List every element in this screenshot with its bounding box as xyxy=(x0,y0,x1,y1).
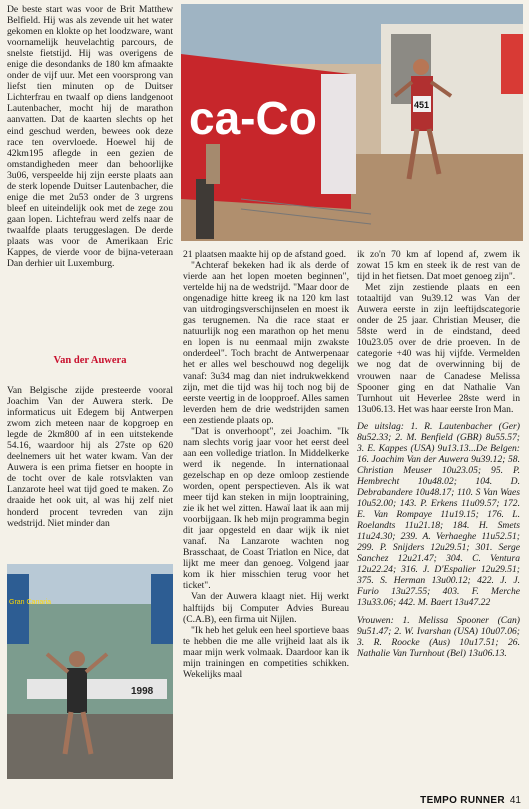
paragraph-belgian: Van Belgische zijde presteerde vooral Joachim Van der Auwera sterk. De informaticus uit Edegem bij Antwerpen zwom zich meteen naar de kopgroep en legde de 2km800 af in een uitstekende 54.16, waardoor hij als 27ste op 620 deelnemers uit het water kwam. Van der Auwera is een prima fietser en hoopte in de tocht over de kale rotsvlakten van Lanzarote heel wat tijd goed te maken. Zo draaide het ook uit, al was hij zelf niet honderd procent tevreden van zijn wedstrijd. Niet minder dan xyxy=(7,385,173,529)
paragraph-col2-3: "Dat is onverhoopt", zei Joachim. "Ik nam slechts vorig jaar voor het eerst deel aan een volledige triatlon. In Middelkerke werd ik negende. In internationaal gezelschap en op deze omloop zestiende worden, opent perspectieven. Als ik wat meer tijd kan steken in mijn looptraining, zie ik het wel zitten. Hawaï laat ik aan mij voorbijgaan. Ik heb mijn programma begin dit jaar opgesteld en daar wijk ik niet vanaf. Na Lanzarote wachten nog Brasschaat, de Coast Triatlon en Nice, dat lijkt me meer dan genoeg. Volgend jaar kom ik hier misschien terug voor het ticket". xyxy=(183,425,349,592)
page-number: 41 xyxy=(509,795,521,806)
article-column-1-bottom xyxy=(7,385,173,529)
section-heading: Van der Auwera xyxy=(53,355,127,366)
paragraph-intro: De beste start was voor de Brit Matthew Belfield. Hij was als zevende uit het water gekomen en klokte op het loodzware, want voornamelijk heuvelachtig parcours, de snelste fietstijd. Hij was overigens de enige die desondanks de 180 km afmaakte onder de vijf uur. Met een voorsprong van liefst tien minuten op de Duitser Lichterfrau en twaalf op diens landgenoot Lautenbacher, mocht hij de marathon aanvatten. Dat de kaarten slechts op het eind geschud werden, bewees ook deze race ten overvloede. Hoewel hij de 42km195 aflegde in een gezien de omstandigheden meer dan behoorlijke 3u06, verspeelde hij zijn eerste plaats aan de sterk lopende Duitser Lautenbacher, die enige die met 2u53 onder de 3 urgrens bleef en uiteindelijk ook met de zege zou gaan lopen. Lichtefrau werd zelfs naar de twaalfde plaats teruggeslagen. De derde plaats was voor de Amerikaan Eric Kappes, de vierde voor de bijna-veteraan Dan derhier uit Luxemburg. xyxy=(7,4,173,270)
article-column-3 xyxy=(357,249,520,659)
paragraph-col2-5: "Ik heb het geluk een heel sportieve baas te hebben die me alle vrijheid laat als ik maar mijn werk volmaak. Daardoor kan ik mijn trainingen en competities schikken. Wekelijks maal xyxy=(183,624,349,680)
banner-text: ca-Co xyxy=(189,92,317,144)
photo-finish-line xyxy=(7,564,173,779)
paragraph-col3-1: ik zo'n 70 km af lopend af, zwem ik zowat 15 km en steek ik de rest van de tijd in het fietsen. Dat moet genoeg zijn". xyxy=(357,249,520,283)
photo-runner-illustration xyxy=(181,4,523,241)
sponsor-text: Gran Canaria xyxy=(9,599,52,606)
paragraph-col2-2: "Achteraf bekeken had ik als derde of vierde aan het lopen moeten beginnen", vertelde hij na de wedstrijd. "Maar door de ongenadige hitte kreeg ik na 120 km last van uitdrogingsverschijnselen en moest ik gas terugnemen. Na die race staat er natuurlijk nog een marathon op het menu en lopen is nu eenmaal mijn zwakste onderdeel". Toch bracht de Antwerpenaar het er alles wel beschouwd nog degelijk vanaf: 3u34 mag dan niet indrukwekkend zijn, met die tijd was hij toch nog bij de eerste veertig in de loopproef. Alles samen leverden hem de drie wedstrijden samen een zestiende plaats op. xyxy=(183,260,349,426)
paragraph-col3-2: Met zijn zestiende plaats en een totaaltijd van 9u39.12 was Van der Auwera eerste in zijn leeftijdscategorie onder de 25 jaar. Christian Meuser, die 58ste werd in de eindstand, deed 10u23.05 over de drie proeven. In de categorie +40 was hij vijfde. Vermelden we nog dat de overwinning bij de vrouwen naar de Canadese Melissa Spooner ging en dat Nathalie Van Turnhout uit Heverlee 28ste werd in 13u06.13. Het was haar eerste Iron Man. xyxy=(357,282,520,415)
results-women: Vrouwen: 1. Melissa Spooner (Can) 9u51.47; 2. W. Ivarshan (USA) 10u07.06; 3. R. Roocke (Aus) 10u17.51; 26. Nathalie Van Turnhout (Bel) 13u06.13. xyxy=(357,614,520,659)
paragraph-col2-1: 21 plaatsen maakte hij op de afstand goed. xyxy=(183,249,347,260)
article-column-1-top xyxy=(7,4,173,269)
magazine-brand: TEMPO RUNNER xyxy=(420,795,505,806)
page-footer xyxy=(420,795,521,806)
photo-runner-finish xyxy=(181,4,523,241)
results-men: De uitslag: 1. R. Lautenbacher (Ger) 8u52.33; 2. M. Benfield (GBR) 8u55.57; 3. E. Kappes (USA) 9u13.13...De Belgen: 16. Joachim Van der Auwera 9u39.12; 58. Christian Meuser 10u23.05; 95. P. Hembrecht 10u48.02; 104. D. Debrabandere 10u48.17; 110. S Van Waes 10u52.00; 143. P. Erkens 11u09.57; 172. E. Van Rompaye 11u19.15; 176. L. Roelandts 11u21.18; 184. H. Smets 11u24.30; 239. A. Verhaeghe 11u52.51; 299. P. Snijders 12u29.51; 301. Serge Sanchez 12u21.47; 304. C. Ventura 12u22.24; 316. J. D'Espalier 12u29.51; 375. S. Herman 13u00.12; 422. J. J. Furio 13u27.55; 403. F. Merche 13u33.06; 442. M. Baert 13u47.22 xyxy=(357,420,520,609)
banner-year: 1998 xyxy=(131,686,154,697)
paragraph-col2-4: Van der Auwera klaagt niet. Hij werkt halftijds bij Computer Advies Bureau (C.A.B), een firma uit Nijlen. xyxy=(183,591,349,625)
runner-bib: 451 xyxy=(414,100,430,110)
photo-finish-illustration xyxy=(7,564,173,779)
article-column-2 xyxy=(183,249,349,680)
